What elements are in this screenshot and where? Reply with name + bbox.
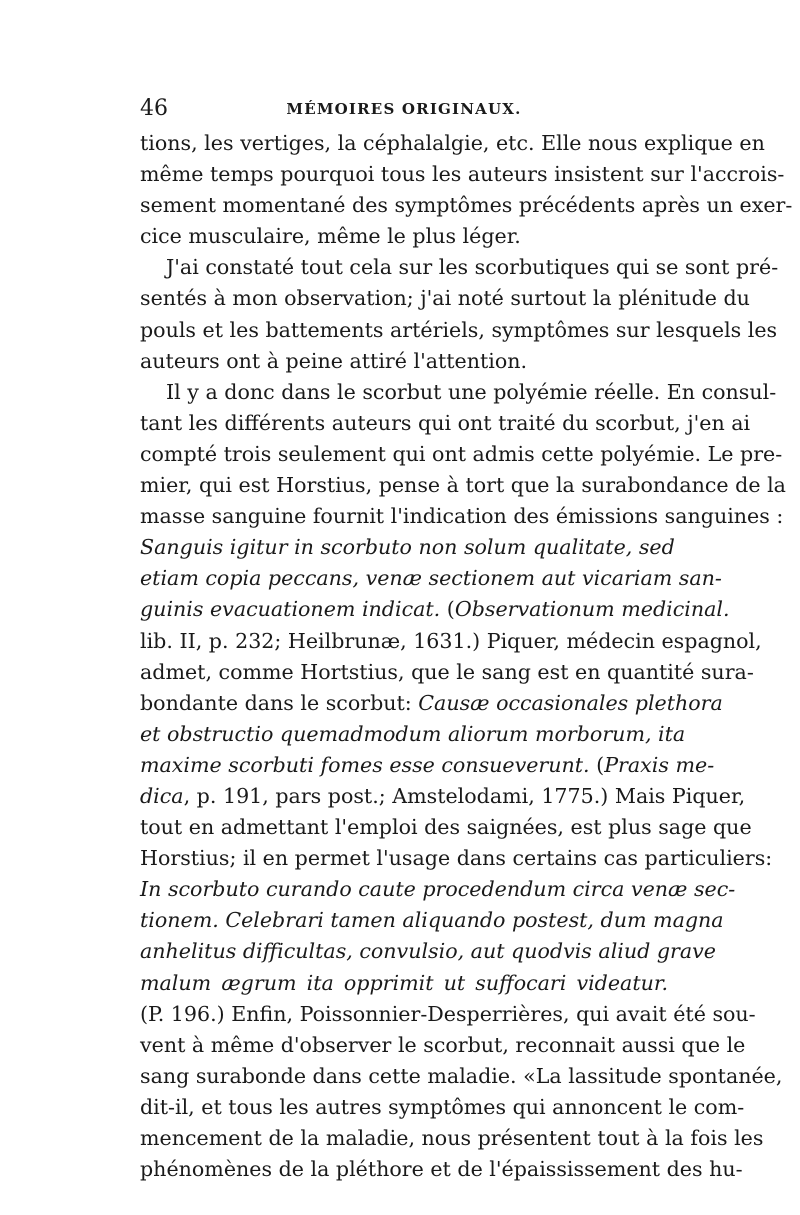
text-line	[140, 315, 778, 346]
page-header	[140, 96, 668, 124]
text-segment: tions, les vertiges, la céphalalgie, etc. Elle nous explique en	[140, 131, 765, 155]
text-line	[140, 1092, 745, 1123]
text-segment: (	[440, 597, 455, 622]
text-line	[140, 874, 736, 905]
text-segment: lib. II, p. 232; Heilbrunæ, 1631.) Piquer, médecin espagnol,	[140, 628, 762, 653]
text-line	[140, 1154, 743, 1185]
text-line	[140, 470, 786, 501]
italic-text-segment: Causæ occasionales plethora	[418, 690, 723, 715]
text-segment: bondante dans le scorbut:	[140, 690, 419, 715]
text-line	[140, 159, 785, 190]
text-line	[140, 408, 751, 439]
text-line	[140, 221, 668, 252]
text-line	[140, 719, 686, 750]
text-segment: Il y a donc dans le scorbut une polyémie réelle. En consul-	[166, 379, 777, 404]
text-line	[140, 190, 793, 221]
page-number: 46	[140, 96, 168, 121]
text-segment: masse sanguine fournit l'indication des émissions sanguines :	[140, 504, 784, 529]
text-line	[140, 346, 668, 377]
text-line	[140, 626, 762, 657]
text-segment: Horstius; il en permet l'usage dans certains cas particuliers:	[140, 846, 773, 871]
italic-text-segment: dica	[140, 783, 184, 808]
text-segment: sement momentané des symptômes précédents après un exer-	[140, 193, 793, 218]
italic-text-segment: tionem. Celebrari tamen aliquando postest, dum magna	[140, 908, 724, 933]
text-line	[140, 377, 777, 408]
text-segment: auteurs ont à peine attiré l'attention.	[140, 348, 528, 373]
italic-text-segment: In scorbuto curando caute procedendum circa venæ sec-	[140, 877, 736, 902]
text-segment: dit-il, et tous les autres symptômes qui annoncent le com-	[140, 1094, 745, 1119]
text-line	[140, 936, 716, 967]
italic-text-segment: Praxis me-	[604, 752, 715, 777]
text-segment: J'ai constaté tout cela sur les scorbutiques qui se sont pré-	[166, 255, 779, 280]
body-text	[140, 128, 793, 1185]
text-line	[140, 283, 750, 314]
text-line	[140, 439, 783, 470]
text-segment: cice musculaire, même le plus léger.	[140, 224, 521, 249]
italic-text-segment: Sanguis igitur in scorbuto non solum qualitate, sed	[140, 535, 675, 560]
text-line	[140, 128, 765, 159]
text-line	[140, 657, 754, 688]
text-segment: phénomènes de la pléthore et de l'épaississement des hu-	[140, 1157, 743, 1182]
italic-text-segment: malum ægrum ita opprimit ut suffocari videatur.	[140, 970, 668, 995]
running-title: MÉMOIRES ORIGINAUX.	[286, 100, 522, 118]
text-line	[140, 750, 715, 781]
text-line	[140, 812, 752, 843]
italic-text-segment: Observationum medicinal.	[454, 597, 730, 622]
text-segment: (P. 196.) Enfin, Poissonnier-Desperrières, qui avait été sou-	[140, 1001, 756, 1026]
text-segment: mencement de la maladie, nous présentent tout à la fois les	[140, 1126, 764, 1150]
italic-text-segment: et obstructio quemadmodum aliorum morborum, ita	[140, 721, 686, 746]
italic-text-segment: guinis evacuationem indicat.	[140, 597, 441, 622]
text-line	[140, 594, 730, 625]
text-segment: même temps pourquoi tous les auteurs insistent sur l'accrois-	[140, 162, 785, 187]
text-line	[140, 252, 779, 283]
text-line	[140, 1123, 764, 1154]
text-line	[140, 968, 668, 999]
text-line	[140, 1030, 746, 1061]
text-segment: vent à même d'observer le scorbut, reconnait aussi que le	[140, 1032, 746, 1057]
text-segment: tout en admettant l'emploi des saignées, est plus sage que	[140, 815, 752, 840]
text-line	[140, 905, 724, 936]
text-segment: tant les différents auteurs qui ont traité du scorbut, j'en ai	[140, 410, 751, 435]
italic-text-segment: etiam copia peccans, venæ sectionem aut vicariam san-	[140, 566, 722, 591]
text-segment: (	[589, 752, 605, 777]
text-line	[140, 781, 746, 812]
text-segment: mier, qui est Horstius, pense à tort que la surabondance de la	[140, 473, 786, 498]
text-line	[140, 501, 784, 532]
text-segment: admet, comme Hortstius, que le sang est en quantité sura-	[140, 659, 754, 684]
italic-text-segment: anhelitus difficultas, convulsio, aut quodvis aliud grave	[140, 939, 716, 964]
text-line	[140, 563, 722, 594]
text-line	[140, 688, 723, 719]
text-line	[140, 1061, 783, 1092]
text-segment: , p. 191, pars post.; Amstelodami, 1775.) Mais Piquer,	[183, 783, 746, 808]
text-line	[140, 999, 756, 1030]
text-segment: compté trois seulement qui ont admis cette polyémie. Le pre-	[140, 441, 783, 466]
text-segment: sentés à mon observation; j'ai noté surtout la plénitude du	[140, 286, 750, 311]
text-segment: pouls et les battements artériels, symptômes sur lesquels les	[140, 317, 778, 342]
text-line	[140, 532, 675, 563]
text-segment: sang surabonde dans cette maladie. «La lassitude spontanée,	[140, 1063, 783, 1088]
italic-text-segment: maxime scorbuti fomes esse consueverunt.	[140, 752, 590, 777]
text-line	[140, 843, 773, 874]
